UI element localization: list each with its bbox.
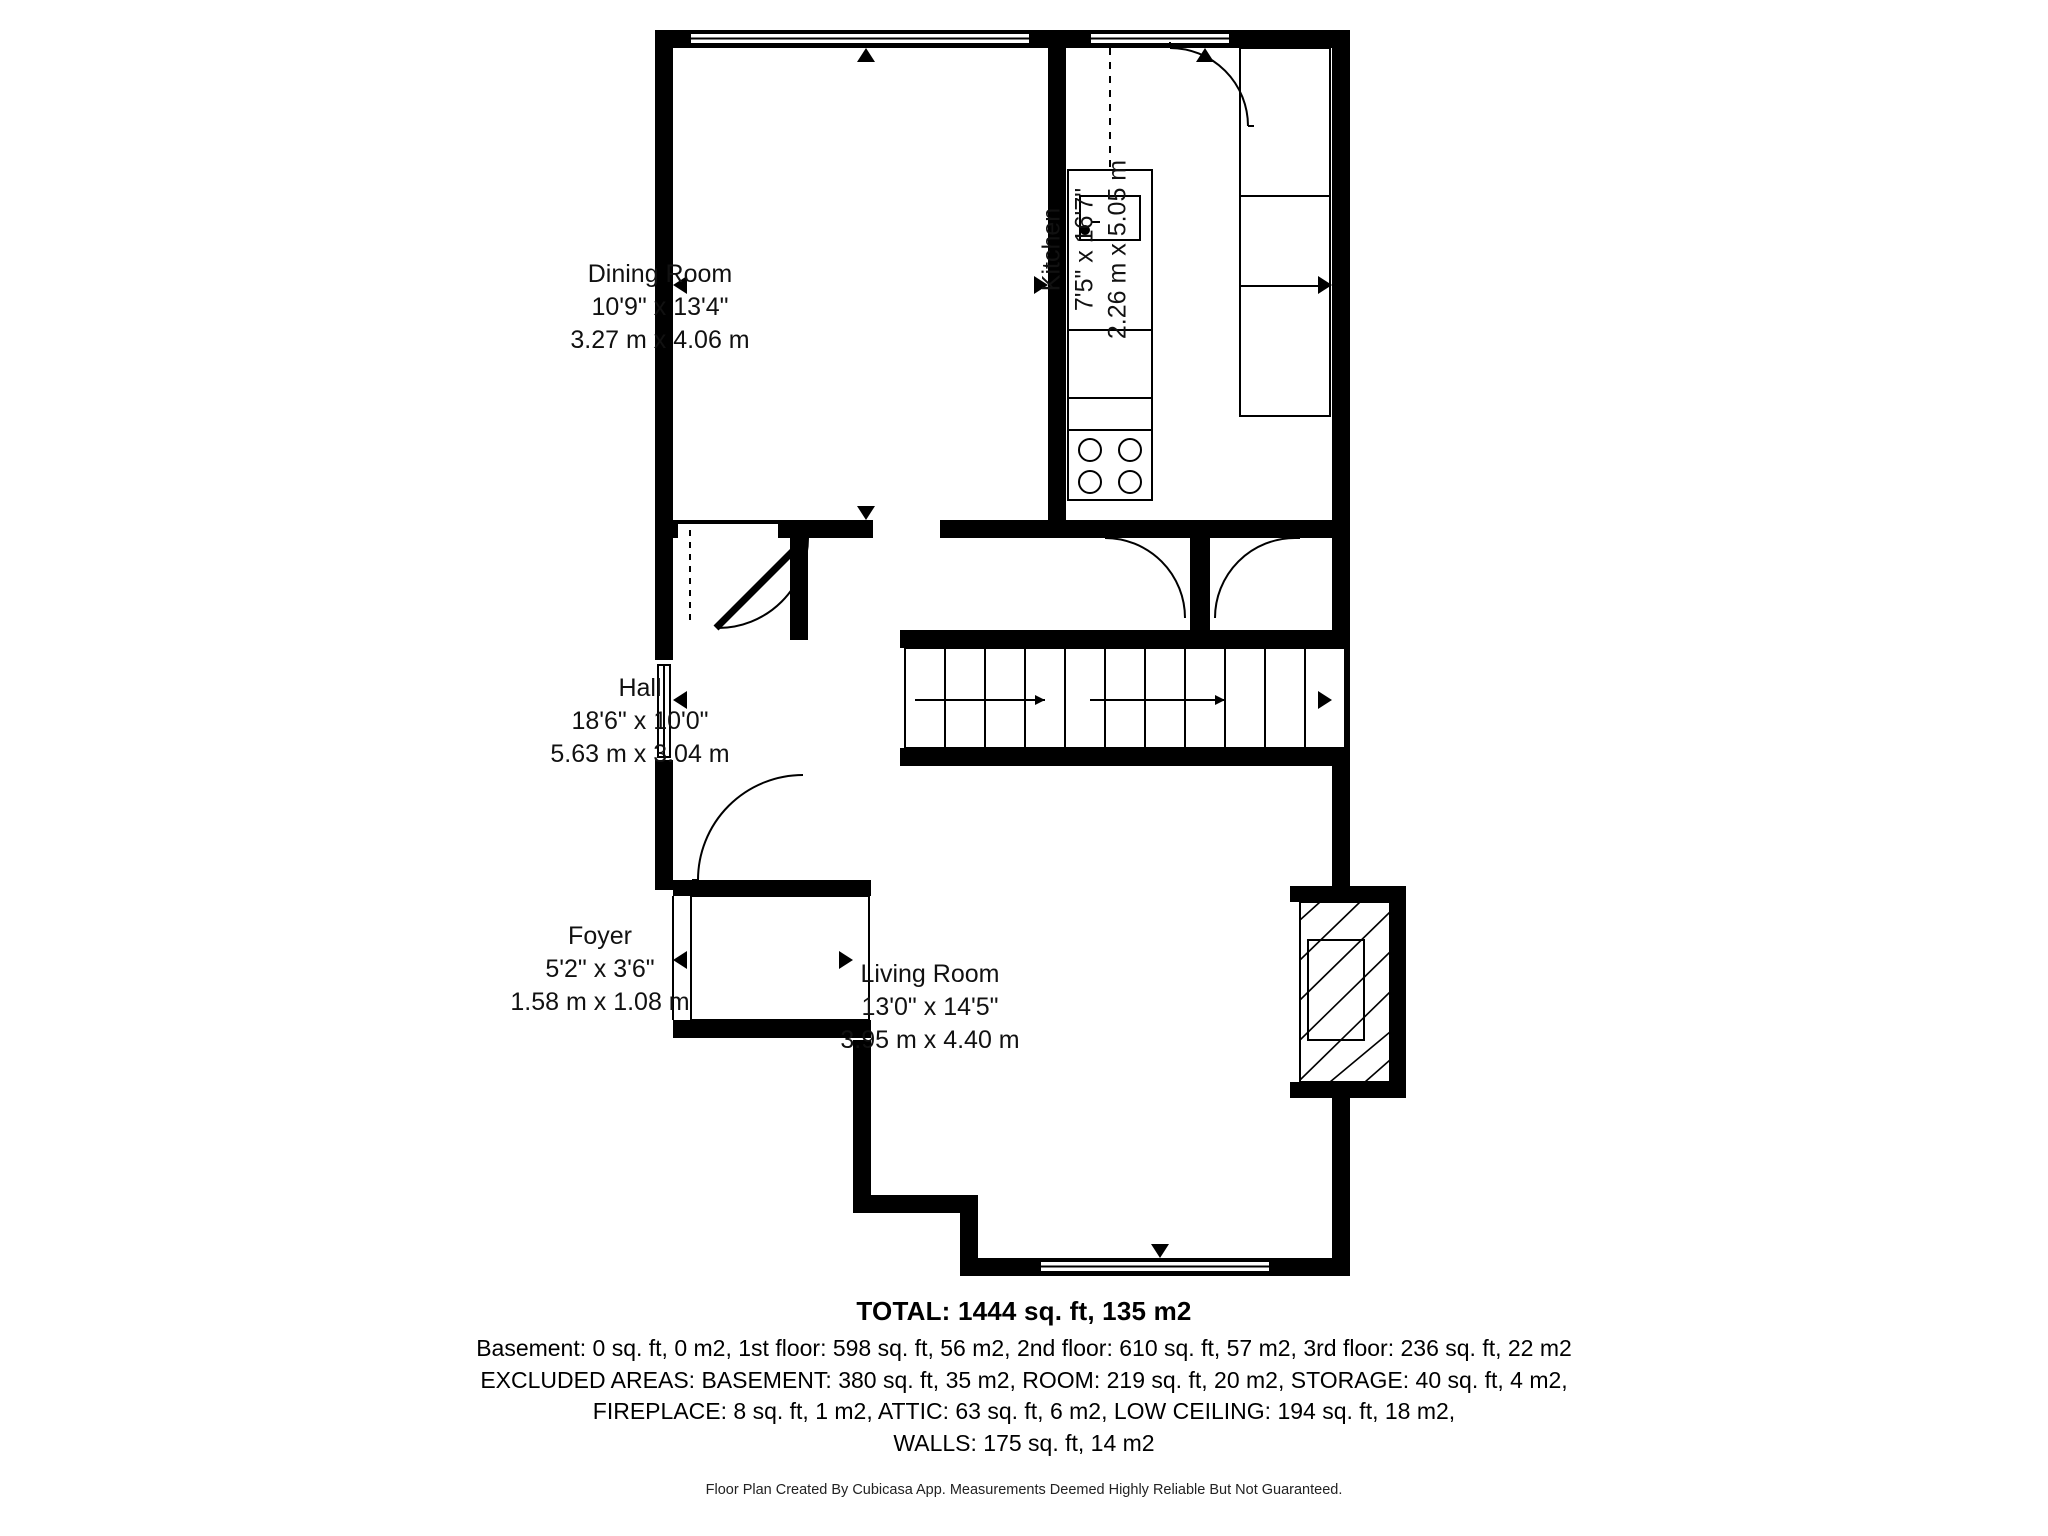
room-dim-metric: 1.58 m x 1.08 m xyxy=(510,988,690,1016)
room-name: Dining Room xyxy=(587,260,733,288)
room-label-living xyxy=(760,958,1100,1057)
excluded-areas-line-3: WALLS: 175 sq. ft, 14 m2 xyxy=(893,1430,1155,1457)
total-area-line: TOTAL: 1444 sq. ft, 135 m2 xyxy=(856,1296,1192,1326)
room-dim-imperial: 7'5" x 16'7" xyxy=(1070,187,1099,312)
room-dim-metric: 3.95 m x 4.40 m xyxy=(840,1026,1020,1054)
room-dim-metric: 5.63 m x 3.04 m xyxy=(550,740,730,768)
excluded-areas-line-1: EXCLUDED AREAS: BASEMENT: 380 sq. ft, 35 m2, ROOM: 219 sq. ft, 20 m2, STORAGE: 40 sq. ft, 4 m2, xyxy=(480,1366,1568,1393)
room-label-kitchen xyxy=(1036,80,1135,420)
room-name: Hall xyxy=(618,674,662,702)
room-dim-imperial: 13'0" x 14'5" xyxy=(861,993,999,1021)
room-label-hall xyxy=(470,672,810,771)
area-summary xyxy=(0,1296,2048,1498)
room-label-foyer xyxy=(455,920,745,1019)
credit-line: Floor Plan Created By Cubicasa App. Measurements Deemed Highly Reliable But Not Guaranteed. xyxy=(705,1481,1343,1498)
room-name: Foyer xyxy=(568,922,632,950)
floor-breakdown-line: Basement: 0 sq. ft, 0 m2, 1st floor: 598 sq. ft, 56 m2, 2nd floor: 610 sq. ft, 57 m2, 3rd floor: 236 sq. ft, 22 m2 xyxy=(476,1335,1572,1361)
interior-details xyxy=(658,33,1390,1272)
room-dim-imperial: 10'9" x 13'4" xyxy=(591,293,729,321)
room-dim-imperial: 5'2" x 3'6" xyxy=(545,955,655,983)
room-label-dining xyxy=(490,258,830,357)
room-dim-metric: 2.26 m x 5.05 m xyxy=(1103,159,1132,340)
room-name: Living Room xyxy=(860,960,1000,988)
room-dim-imperial: 18'6" x 10'0" xyxy=(571,707,709,735)
room-name: Kitchen xyxy=(1037,207,1066,292)
room-dim-metric: 3.27 m x 4.06 m xyxy=(570,326,750,354)
excluded-areas-line-2: FIREPLACE: 8 sq. ft, 1 m2, ATTIC: 63 sq. ft, 6 m2, LOW CEILING: 194 sq. ft, 18 m2, xyxy=(592,1398,1456,1425)
